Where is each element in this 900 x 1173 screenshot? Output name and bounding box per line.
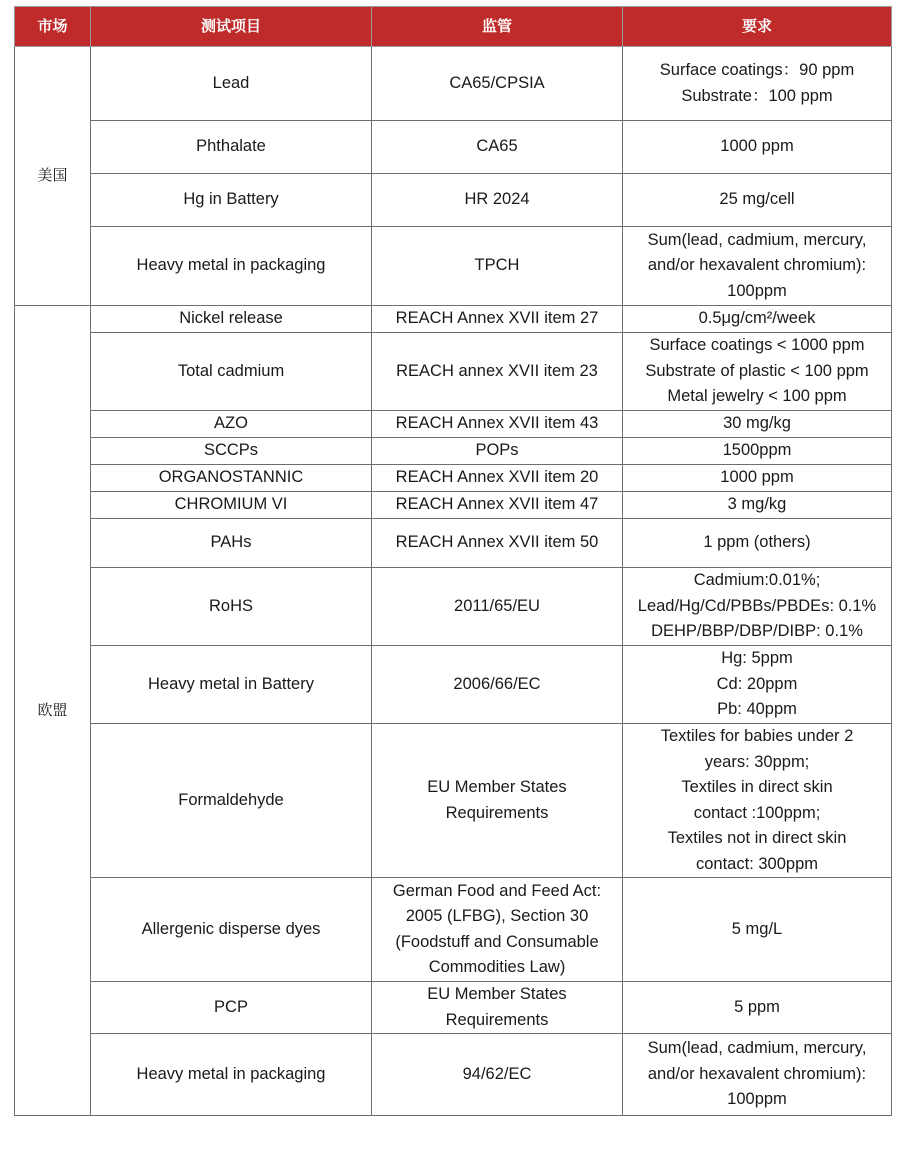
requirement-line: and/or hexavalent chromium): — [647, 1064, 867, 1083]
requirements-table — [14, 6, 892, 1116]
regulation-cell — [372, 174, 623, 227]
test-item-cell: Phthalate — [91, 121, 372, 174]
requirement-line: Substrate of plastic < 100 ppm — [645, 361, 869, 380]
requirement-line: 100ppm — [727, 281, 787, 300]
test-item-cell: Formaldehyde — [91, 724, 372, 878]
regulation-cell — [372, 227, 623, 306]
regulation-line: CA65 — [476, 137, 518, 156]
table-row — [15, 878, 892, 982]
table-row — [15, 568, 892, 646]
requirement-line: Cadmium:0.01%; — [693, 571, 821, 590]
regulation-line: REACH Annex XVII item 50 — [395, 533, 599, 552]
table-row — [15, 1034, 892, 1116]
regulation-line: Requirements — [445, 803, 549, 822]
regulation-line: REACH Annex XVII item 20 — [395, 468, 599, 487]
requirement-cell — [623, 519, 892, 568]
regulation-cell — [372, 724, 623, 878]
regulation-line: 2006/66/EC — [453, 674, 541, 693]
table-row — [15, 47, 892, 121]
requirement-line: Sum(lead, cadmium, mercury, — [647, 1039, 867, 1058]
requirement-line: 0.5μg/cm²/week — [698, 309, 816, 328]
requirement-line: Textiles for babies under 2 — [660, 727, 854, 745]
header-regulation: 监管 — [372, 7, 623, 47]
table-row — [15, 121, 892, 174]
table-row — [15, 465, 892, 492]
test-item-cell: Total cadmium — [91, 333, 372, 411]
regulation-line: EU Member States — [427, 985, 567, 1003]
requirement-line: DEHP/BBP/DBP/DIBP: 0.1% — [651, 622, 863, 641]
regulation-line: REACH annex XVII item 23 — [396, 361, 598, 380]
requirement-cell — [623, 1034, 892, 1116]
table-row — [15, 174, 892, 227]
test-item-cell: Heavy metal in Battery — [91, 646, 372, 724]
table-row — [15, 306, 892, 333]
requirement-line: contact :100ppm; — [693, 803, 821, 822]
requirement-line: 1500ppm — [722, 441, 792, 460]
regulation-line: POPs — [475, 441, 519, 460]
regulation-line: EU Member States — [427, 778, 567, 796]
requirement-line: Cd: 20ppm — [716, 674, 798, 693]
table-row — [15, 982, 892, 1034]
test-item-cell: PCP — [91, 982, 372, 1034]
requirement-cell — [623, 982, 892, 1034]
regulation-cell — [372, 121, 623, 174]
requirement-cell — [623, 568, 892, 646]
regulation-cell — [372, 492, 623, 519]
regulation-line: REACH Annex XVII item 27 — [395, 309, 599, 328]
test-item-cell: Hg in Battery — [91, 174, 372, 227]
header-requirement: 要求 — [623, 7, 892, 47]
requirement-line: and/or hexavalent chromium): — [647, 256, 867, 275]
test-item-cell: Lead — [91, 47, 372, 121]
table-row — [15, 646, 892, 724]
table-row — [15, 724, 892, 878]
test-item-cell: SCCPs — [91, 438, 372, 465]
requirement-line: years: 30ppm; — [704, 752, 810, 771]
test-item-cell: RoHS — [91, 568, 372, 646]
regulation-cell — [372, 333, 623, 411]
regulation-cell — [372, 982, 623, 1034]
market-cell: 美国 — [15, 47, 91, 306]
requirement-cell — [623, 333, 892, 411]
requirement-cell — [623, 724, 892, 878]
test-item-cell: Heavy metal in packaging — [91, 1034, 372, 1116]
table-row — [15, 438, 892, 465]
table-row — [15, 411, 892, 438]
requirement-line: Sum(lead, cadmium, mercury, — [647, 230, 867, 249]
requirement-line: 3 mg/kg — [727, 495, 787, 514]
table-row — [15, 333, 892, 411]
market-cell: 欧盟 — [15, 306, 91, 1116]
test-item-cell: CHROMIUM VI — [91, 492, 372, 519]
test-item-cell: Heavy metal in packaging — [91, 227, 372, 306]
requirement-line: Lead/Hg/Cd/PBBs/PBDEs: 0.1% — [637, 596, 877, 615]
table-row — [15, 492, 892, 519]
requirement-line: 1000 ppm — [720, 137, 794, 156]
requirement-cell — [623, 411, 892, 438]
requirement-line: 1 ppm (others) — [703, 533, 811, 552]
regulation-cell — [372, 465, 623, 492]
regulation-cell — [372, 878, 623, 982]
requirement-cell — [623, 465, 892, 492]
requirement-cell — [623, 438, 892, 465]
requirement-cell — [623, 878, 892, 982]
requirement-cell — [623, 174, 892, 227]
regulation-cell — [372, 47, 623, 121]
requirement-line: 30 mg/kg — [723, 414, 791, 433]
table-row — [15, 519, 892, 568]
test-item-cell: Allergenic disperse dyes — [91, 878, 372, 982]
regulation-line: CA65/CPSIA — [449, 73, 545, 92]
test-item-cell: ORGANOSTANNIC — [91, 465, 372, 492]
regulation-cell — [372, 411, 623, 438]
requirement-line: 1000 ppm — [720, 468, 794, 487]
requirement-cell — [623, 227, 892, 306]
header-test-item: 测试项目 — [91, 7, 372, 47]
requirement-line: Textiles in direct skin — [681, 778, 833, 796]
header-row — [15, 7, 892, 47]
test-item-cell: AZO — [91, 411, 372, 438]
requirement-cell — [623, 121, 892, 174]
regulation-line: 2011/65/EU — [454, 596, 540, 615]
regulation-line: REACH Annex XVII item 47 — [395, 495, 599, 514]
requirement-line: 5 mg/L — [731, 919, 783, 938]
test-item-cell: Nickel release — [91, 306, 372, 333]
regulation-cell — [372, 306, 623, 333]
requirement-cell — [623, 306, 892, 333]
regulation-cell — [372, 646, 623, 724]
requirement-line: Textiles not in direct skin — [667, 829, 847, 847]
regulation-line: German Food and Feed Act: — [392, 881, 602, 900]
requirement-line: Metal jewelry < 100 ppm — [667, 387, 847, 406]
requirement-cell — [623, 646, 892, 724]
table-body — [15, 47, 892, 1116]
requirement-line: Surface coatings：90 ppm — [659, 61, 855, 79]
regulation-line: TPCH — [474, 256, 520, 275]
requirement-line: Substrate：100 ppm — [681, 86, 833, 105]
requirement-cell — [623, 47, 892, 121]
requirement-line: 25 mg/cell — [719, 190, 795, 209]
requirement-line: contact: 300ppm — [696, 854, 818, 873]
requirement-line: Hg: 5ppm — [721, 649, 793, 668]
regulation-line: 94/62/EC — [462, 1064, 532, 1083]
regulation-cell — [372, 1034, 623, 1116]
requirement-cell — [623, 492, 892, 519]
regulation-line: (Foodstuff and Consumable — [395, 932, 599, 951]
requirement-line: Surface coatings < 1000 ppm — [649, 336, 865, 355]
regulation-line: REACH Annex XVII item 43 — [395, 414, 599, 433]
test-item-cell: PAHs — [91, 519, 372, 568]
header-market: 市场 — [15, 7, 91, 47]
regulation-line: HR 2024 — [464, 190, 530, 209]
requirement-line: 100ppm — [727, 1090, 787, 1109]
regulation-line: Commodities Law) — [428, 958, 566, 976]
regulation-cell — [372, 568, 623, 646]
regulation-cell — [372, 438, 623, 465]
requirement-line: 5 ppm — [734, 997, 780, 1016]
regulation-line: Requirements — [445, 1010, 549, 1029]
requirement-line: Pb: 40ppm — [717, 700, 797, 719]
table-row — [15, 227, 892, 306]
regulation-cell — [372, 519, 623, 568]
requirements-table-wrapper — [14, 6, 891, 1116]
regulation-line: 2005 (LFBG), Section 30 — [405, 907, 589, 925]
